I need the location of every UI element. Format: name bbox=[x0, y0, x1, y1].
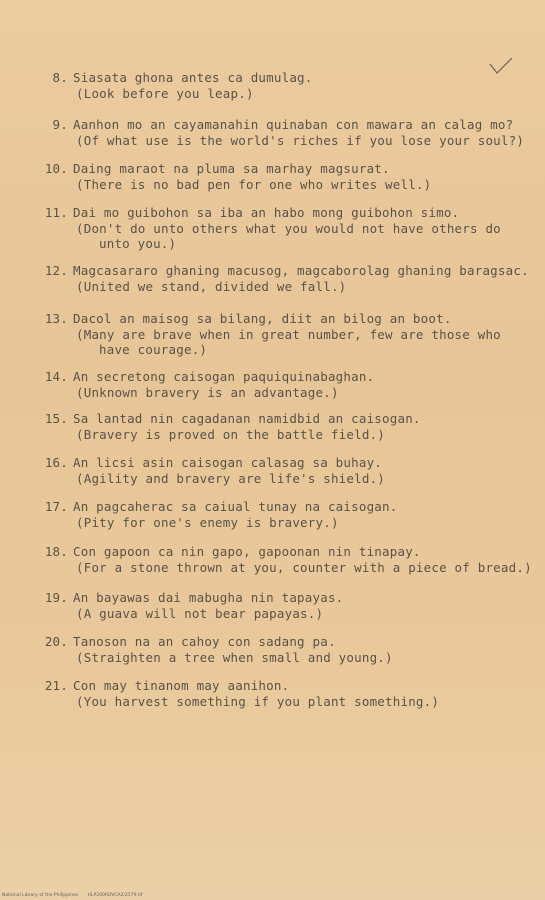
proverb-native: Dai mo guibohon sa iba an habo mong guibohon simo. bbox=[73, 205, 460, 220]
proverb-english: (United we stand, divided we fall.) bbox=[76, 278, 347, 294]
proverb-text bbox=[73, 369, 374, 400]
proverb-english: have courage.) bbox=[99, 342, 208, 357]
proverb-text bbox=[73, 161, 431, 192]
proverb-item bbox=[32, 205, 522, 252]
proverb-english: (Look before you leap.) bbox=[76, 85, 254, 101]
proverb-number: 19. bbox=[44, 590, 68, 605]
proverb-english: (You harvest something if you plant something.) bbox=[76, 693, 440, 709]
proverb-text bbox=[73, 634, 393, 665]
footer bbox=[0, 892, 545, 900]
proverb-number: 16. bbox=[44, 455, 68, 470]
proverb-native: Magcasararo ghaning macusog, magcaborolag ghaning baragsac. bbox=[73, 263, 529, 278]
proverb-item bbox=[32, 70, 522, 101]
proverb-native: An bayawas dai mabugha nin tapayas. bbox=[73, 590, 344, 605]
proverb-english: (Pity for one's enemy is bravery.) bbox=[76, 514, 339, 530]
proverb-number: 17. bbox=[44, 499, 68, 514]
proverb-native: An pagcaherac sa caiual tunay na caisogan. bbox=[73, 499, 398, 514]
footer-reference: HLP200RDVCA2/2579.tif bbox=[87, 893, 143, 898]
proverb-native: Aanhon mo an cayamanahin quinaban con mawara an calag mo? bbox=[73, 117, 514, 132]
proverb-native: Con gapoon ca nin gapo, gapoonan nin tinapay. bbox=[73, 544, 421, 559]
footer-library: National Library of the Philippines bbox=[2, 893, 79, 898]
proverb-text bbox=[73, 411, 421, 442]
proverb-text bbox=[73, 544, 532, 575]
proverb-item bbox=[32, 263, 529, 294]
proverb-number: 20. bbox=[44, 634, 68, 649]
proverb-text bbox=[73, 455, 385, 486]
proverb-english: (Agility and bravery are life's shield.) bbox=[76, 470, 386, 486]
proverb-item bbox=[32, 311, 522, 358]
proverb-text bbox=[73, 311, 501, 358]
proverb-english: (Bravery is proved on the battle field.) bbox=[76, 426, 386, 442]
proverb-item bbox=[32, 544, 532, 575]
proverb-number: 18. bbox=[44, 544, 68, 559]
proverb-item bbox=[32, 678, 522, 709]
proverb-item bbox=[32, 499, 522, 530]
proverb-english: (Straighten a tree when small and young.) bbox=[76, 649, 393, 665]
proverb-native: Con may tinanom may aanihon. bbox=[73, 678, 290, 693]
proverb-item bbox=[32, 634, 522, 665]
proverb-number: 14. bbox=[44, 369, 68, 384]
proverb-number: 12. bbox=[44, 263, 68, 278]
proverb-english: (Don't do unto others what you would not have others do bbox=[76, 220, 501, 236]
proverb-text bbox=[73, 499, 397, 530]
proverb-number: 8. bbox=[52, 70, 68, 85]
proverb-native: Tanoson na an cahoy con sadang pa. bbox=[73, 634, 336, 649]
proverb-native: An licsi asin caisogan calasag sa buhay. bbox=[73, 455, 383, 470]
proverb-english: (A guava will not bear papayas.) bbox=[76, 605, 324, 621]
proverb-text bbox=[73, 117, 524, 148]
proverb-english: (There is no bad pen for one who writes well.) bbox=[76, 176, 432, 192]
proverb-number: 10. bbox=[44, 161, 68, 176]
proverb-english: (Of what use is the world's riches if you lose your soul?) bbox=[76, 132, 525, 148]
proverb-item bbox=[32, 117, 525, 148]
proverb-item bbox=[32, 161, 522, 192]
proverb-item bbox=[32, 369, 522, 400]
proverb-native: Dacol an maisog sa bilang, diit an bilog an boot. bbox=[73, 311, 452, 326]
proverb-item bbox=[32, 411, 522, 442]
proverb-item bbox=[32, 455, 522, 486]
proverb-text bbox=[73, 70, 313, 101]
proverb-native: Siasata ghona antes ca dumulag. bbox=[73, 70, 313, 85]
proverb-text bbox=[73, 205, 501, 252]
proverb-number: 15. bbox=[44, 411, 68, 426]
proverb-english: unto you.) bbox=[99, 236, 177, 251]
proverb-text bbox=[73, 590, 343, 621]
proverb-english: (For a stone thrown at you, counter with a piece of bread.) bbox=[76, 559, 532, 575]
proverb-english: (Many are brave when in great number, few are those who bbox=[76, 326, 501, 342]
proverb-native: Sa lantad nin cagadanan namidbid an caisogan. bbox=[73, 411, 421, 426]
proverb-text bbox=[73, 263, 529, 294]
proverb-item bbox=[32, 590, 522, 621]
proverb-number: 21. bbox=[44, 678, 68, 693]
proverb-number: 9. bbox=[52, 117, 68, 132]
proverb-number: 13. bbox=[44, 311, 68, 326]
proverb-text bbox=[73, 678, 439, 709]
proverb-english: (Unknown bravery is an advantage.) bbox=[76, 384, 339, 400]
proverb-number: 11. bbox=[44, 205, 68, 220]
proverb-native: Daing maraot na pluma sa marhay magsurat. bbox=[73, 161, 390, 176]
proverb-native: An secretong caisogan paquiquinabaghan. bbox=[73, 369, 375, 384]
